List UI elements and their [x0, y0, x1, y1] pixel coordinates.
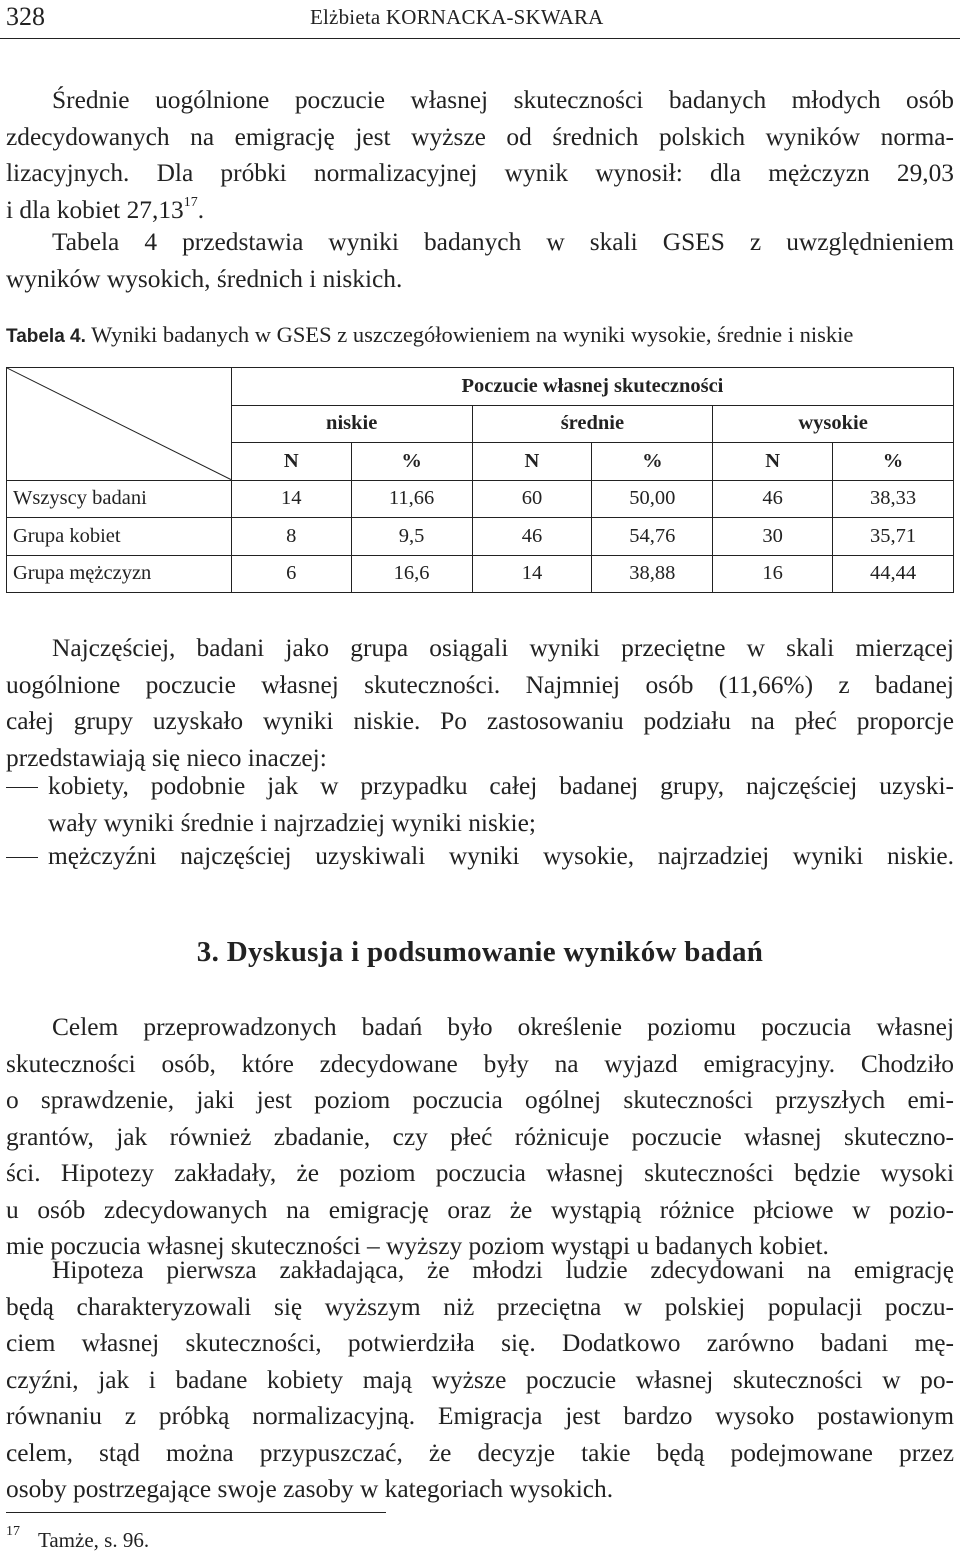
column-header: % — [592, 443, 713, 481]
footnote — [6, 1524, 149, 1553]
table-cell: 16,6 — [351, 555, 472, 593]
text-line: Celem przeprowadzonych badań było określenie poziomu poczucia własnej — [52, 1013, 954, 1041]
results-table — [6, 367, 954, 593]
text-line: ciem własnej skuteczności, potwierdziła się. Dodatkowo zarówno badani mę- — [6, 1329, 954, 1357]
text-line: celem, stąd można przypuszczać, że decyzje takie będą podejmowane przez — [6, 1438, 954, 1467]
table-cell: 8 — [231, 518, 351, 556]
footnote-separator — [6, 1512, 386, 1513]
text-line: Średnie uogólnione poczucie własnej skuteczności badanych młodych osób — [52, 86, 954, 114]
text-line: zdecydowanych na emigrację jest wyższe od średnich polskich wyników norma- — [6, 122, 954, 151]
row-label: Wszyscy badani — [7, 480, 232, 518]
table-corner-cell — [7, 368, 232, 481]
row-label: Grupa kobiet — [7, 518, 232, 556]
text-line: wały wyniki średnie i najrzadziej wyniki niskie; — [48, 808, 536, 837]
footnote-reference: 17 — [183, 194, 198, 210]
level-header-high: wysokie — [713, 405, 954, 443]
text-line: całej grupy uzyskało wyniki niskie. Po zastosowaniu podziału na płeć proporcje — [6, 707, 954, 735]
table-caption — [6, 322, 853, 348]
column-header: % — [351, 443, 472, 481]
text-line: osoby postrzegające swoje zasoby w kategoriach wysokich. — [6, 1475, 614, 1503]
text-line: ści. Hipotezy zakładały, że poziom poczucia własnej skuteczności będzie wysoki — [6, 1159, 954, 1187]
table-cell: 44,44 — [833, 555, 954, 593]
table-cell: 9,5 — [351, 518, 472, 556]
table-cell: 46 — [472, 518, 592, 556]
table-cell: 60 — [472, 480, 592, 518]
table-cell: 14 — [472, 555, 592, 593]
row-label: Grupa mężczyzn — [7, 555, 232, 593]
text-line: mężczyźni najczęściej uzyskiwali wyniki wysokie, najrzadziej wyniki niskie. — [48, 842, 954, 870]
text-line — [6, 192, 954, 229]
column-header: % — [833, 443, 954, 481]
table-cell: 50,00 — [592, 480, 713, 518]
table-caption-label: Tabela 4. — [6, 326, 86, 347]
table-cell: 14 — [231, 480, 351, 518]
text-line: grantów, jak również zbadanie, czy płeć różnicuje poczucie własnej skuteczno- — [6, 1122, 954, 1151]
level-header-medium: średnie — [472, 405, 713, 443]
text-line: Hipoteza pierwsza zakładająca, że młodzi ludzie zdecydowani na emigrację — [52, 1256, 954, 1284]
running-header — [0, 0, 960, 39]
table-cell: 38,88 — [592, 555, 713, 593]
group-header: Poczucie własnej skuteczności — [231, 368, 953, 406]
running-head-author: Elżbieta KORNACKA-SKWARA — [310, 5, 604, 29]
text-line: o sprawdzenie, jaki jest poziom poczucia ogólnej skuteczności przyszłych emi- — [6, 1086, 954, 1114]
table-row — [7, 518, 954, 556]
text-line: czyźni, jak i badane kobiety mają wyższe poczucie własnej skuteczności w po- — [6, 1365, 954, 1394]
text-line: uogólnione poczucie własnej skuteczności. Najmniej osób (11,66%) z badanej — [6, 670, 954, 699]
text-line: skuteczności osób, które zdecydowane były na wyjazd emigracyjny. Chodziło — [6, 1049, 954, 1078]
table-cell: 35,71 — [833, 518, 954, 556]
discussion-paragraph — [6, 1252, 954, 1508]
intro-paragraph — [6, 82, 954, 228]
list-item — [6, 768, 954, 841]
section-heading: 3. Dyskusja i podsumowanie wyników badań — [196, 936, 764, 968]
list-item — [6, 838, 954, 875]
discussion-paragraph — [6, 1009, 954, 1265]
column-header: N — [472, 443, 592, 481]
text-line: kobiety, podobnie jak w przypadku całej badanej grupy, najczęściej uzyski- — [48, 772, 954, 800]
text-fragment: . — [197, 195, 205, 224]
table-row — [7, 480, 954, 518]
diagonal-divider — [7, 368, 231, 480]
table-caption-text: Wyniki badanych w GSES z uszczegółowieniem na wyniki wysokie, średnie i niskie — [91, 322, 854, 347]
text-line: lizacyjnych. Dla próbki normalizacyjnej wynik wynosił: dla mężczyzn 29,03 — [6, 159, 954, 187]
level-header-low: niskie — [231, 405, 472, 443]
column-header: N — [713, 443, 833, 481]
table-cell: 11,66 — [351, 480, 472, 518]
table-cell: 38,33 — [833, 480, 954, 518]
table-cell: 16 — [713, 555, 833, 593]
text-line: Najczęściej, badani jako grupa osiągali wyniki przeciętne w skali mierzącej — [52, 634, 954, 662]
dash-bullet — [6, 857, 38, 858]
text-line: u osób zdecydowanych na emigrację oraz że wystąpią różnice płciowe w pozio- — [6, 1195, 954, 1224]
text-line: wyników wysokich, średnich i niskich. — [6, 264, 403, 293]
table-cell: 54,76 — [592, 518, 713, 556]
footnote-text: Tamże, s. 96. — [38, 1528, 150, 1552]
page-number: 328 — [6, 2, 45, 31]
text-line: mie poczucia własnej skuteczności – wyższy poziom wystąpi u badanych kobiet. — [6, 1232, 829, 1260]
table-intro-paragraph — [6, 224, 954, 297]
column-header: N — [231, 443, 351, 481]
footnote-number: 17 — [6, 1524, 20, 1539]
text-line: przedstawiają się nieco inaczej: — [6, 743, 327, 772]
table-cell: 6 — [231, 555, 351, 593]
text-line: Tabela 4 przedstawia wyniki badanych w skali GSES z uwzględnieniem — [52, 228, 954, 256]
text-fragment: i dla kobiet 27,13 — [6, 195, 184, 224]
text-line: będą charakteryzowali się wyższym niż przeciętna w polskiej populacji poczu- — [6, 1292, 954, 1321]
table-cell: 46 — [713, 480, 833, 518]
dash-bullet — [6, 787, 38, 788]
results-paragraph — [6, 630, 954, 776]
text-line: równaniu z próbką normalizacyjną. Emigracja jest bardzo wysoko postawionym — [6, 1402, 954, 1430]
table-cell: 30 — [713, 518, 833, 556]
table-row — [7, 555, 954, 593]
